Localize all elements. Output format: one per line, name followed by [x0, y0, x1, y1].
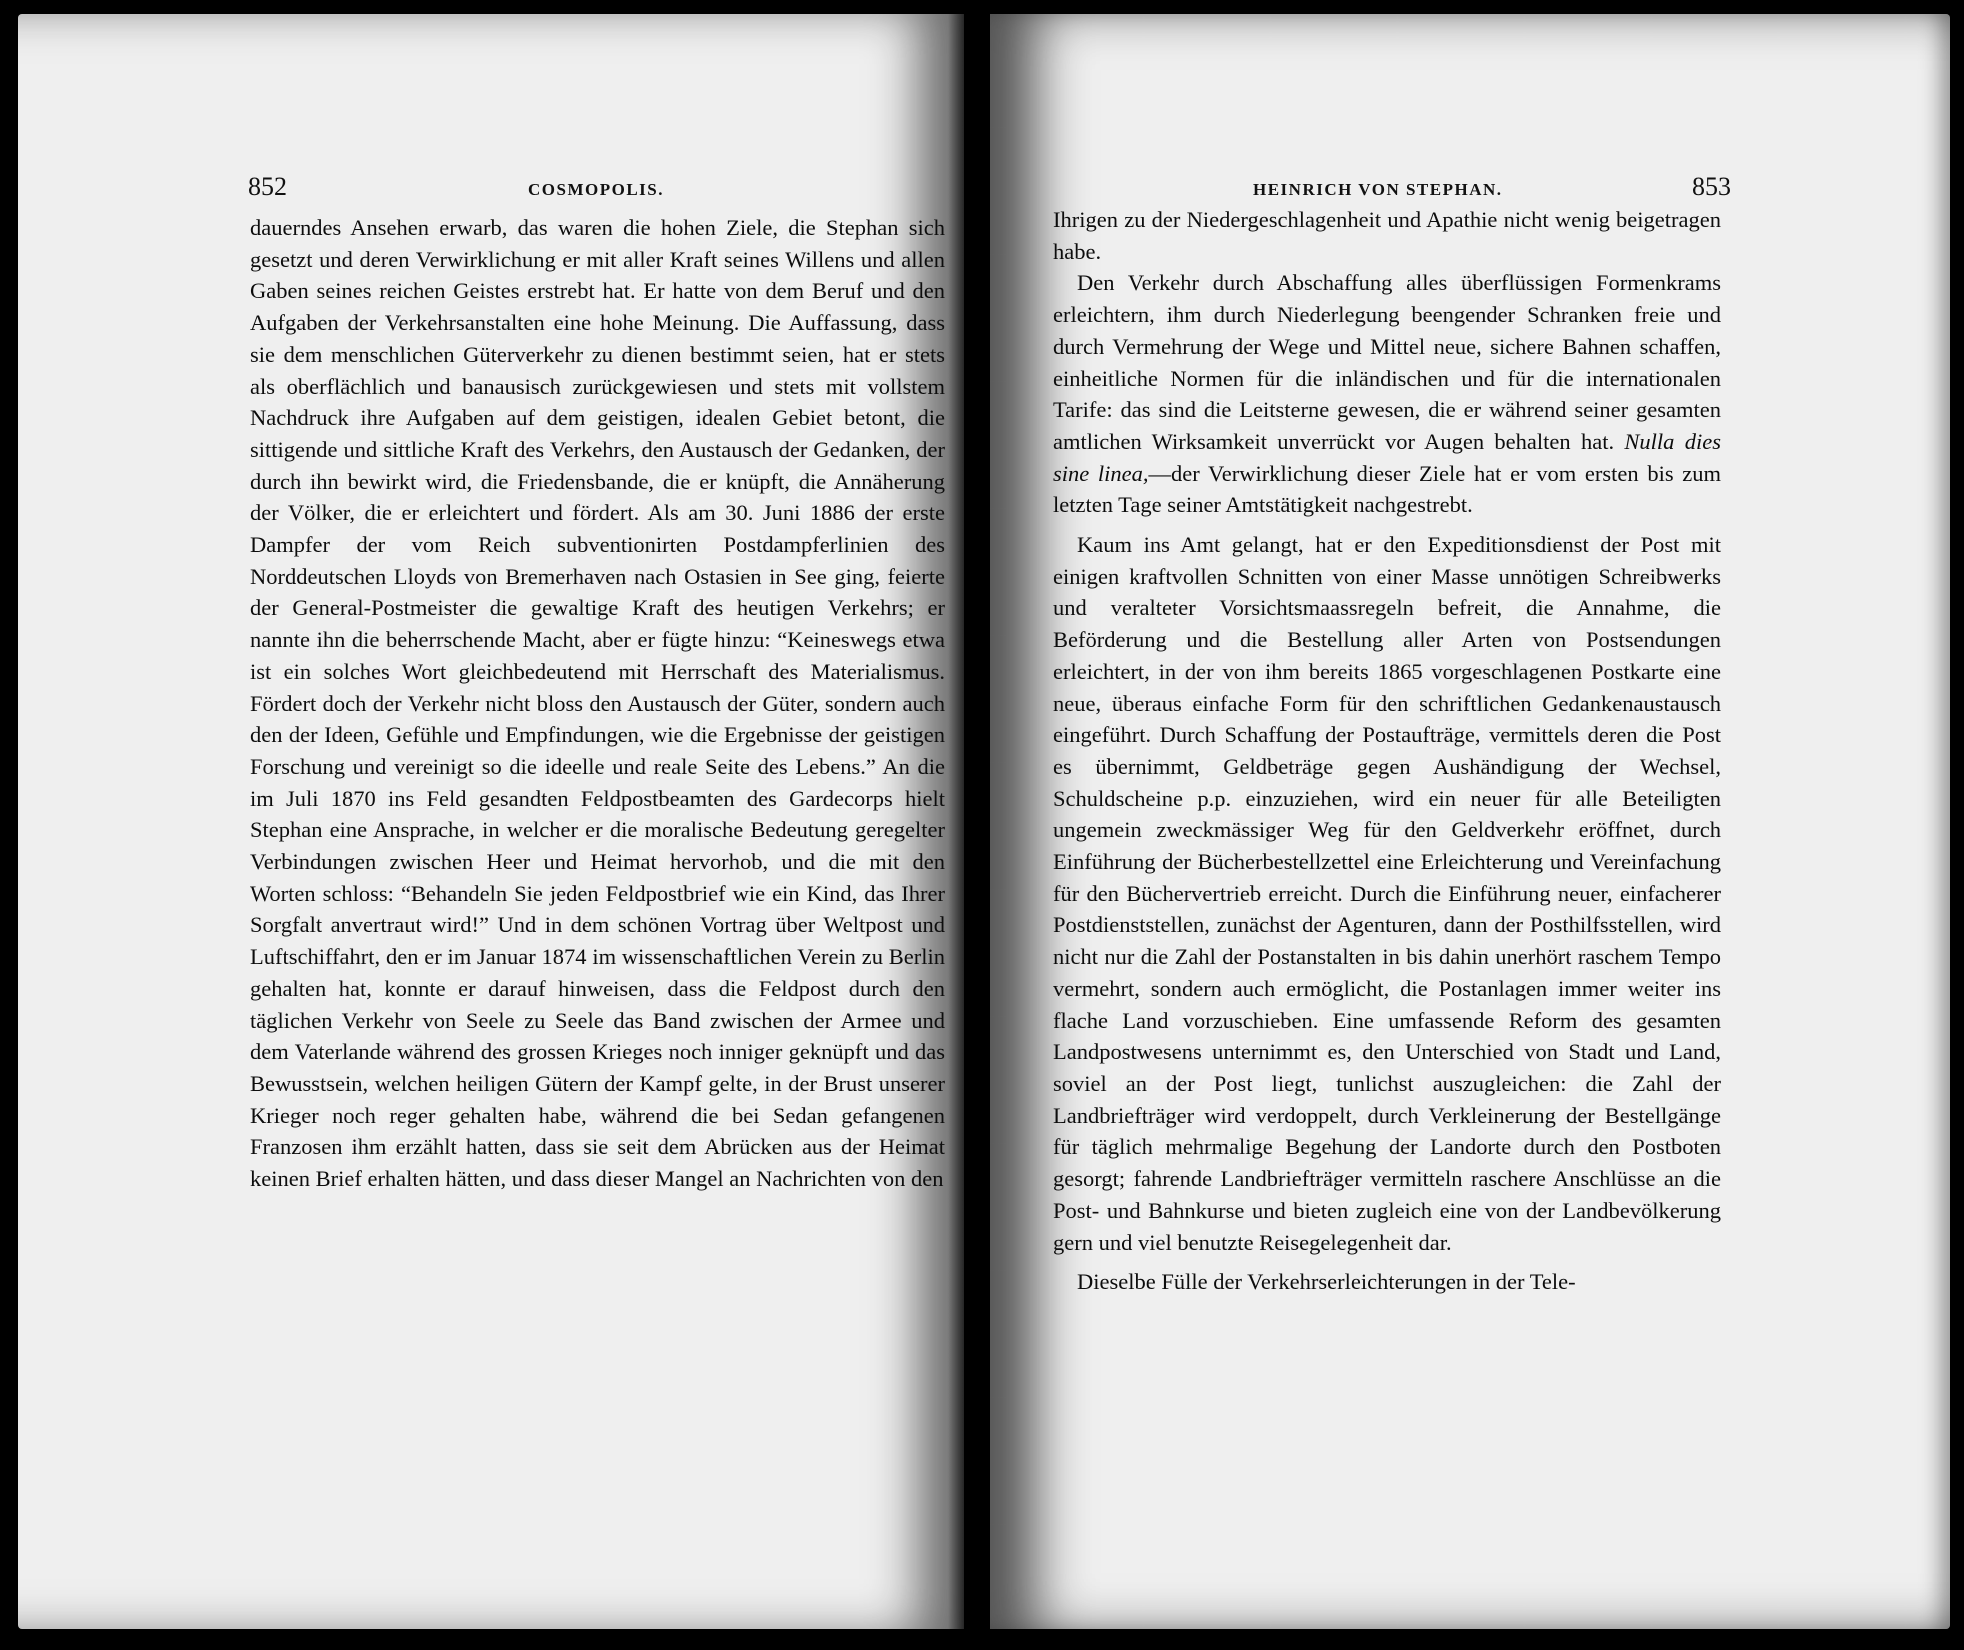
right-text-block: [1053, 204, 1721, 1298]
left-running-head: COSMOPOLIS.: [528, 180, 664, 199]
right-paragraph-2-text: Den Verkehr durch Abschaffung alles überflüssigen Formenkrams erleichtern, ihm durch Niederlegung beengender Schranken freie und durch Vermehrung der Wege und Mittel neue, sichere Bahnen schaffen, einheitliche Normen für die inländischen und für die internationalen Tarife: das sind die Leitsterne gewesen, die er während seiner gesamten amtlichen Wirksamkeit unverrückt vor Augen behalten hat.: [1053, 270, 1721, 454]
right-paragraph-2: [1053, 267, 1721, 521]
right-running-head: HEINRICH VON STEPHAN.: [1253, 180, 1503, 199]
latin-continuation: —der Verwirklichung dieser Ziele hat er vom ersten bis zum letzten Tage seiner Amtstätigkeit nachgestrebt.: [1053, 460, 1721, 518]
right-paragraph-3: Kaum ins Amt gelangt, hat er den Expeditionsdienst der Post mit einigen kraftvollen Schnitten von einer Masse unnötigen Schreibwerks und veralteter Vorsichtsmaassregeln befreit, die Annahme, die Beförderung und die Bestellung aller Arten von Postsendungen erleichtert, in der von ihm bereits 1865 vorgeschlagenen Postkarte eine neue, überaus einfache Form für den schriftlichen Gedankenaustausch eingeführt. Durch Schaffung der Postaufträge, vermittels deren die Post es übernimmt, Geldbeträge gegen Aushändigung der Wechsel, Schuldscheine p.p. einzuziehen, wird ein neuer für alle Beteiligten ungemein zweckmässiger Weg für den Geldverkehr eröffnet, durch Einführung der Bücherbestellzettel eine Erleichterung und Vereinfachung für den Büchervertrieb erreicht. Durch die Einführung neuer, einfacherer Postdienststellen, zunächst der Agenturen, dann der Posthilfsstellen, wird nicht nur die Zahl der Postanstalten in bis dahin unerhört raschem Tempo vermehrt, sondern auch ermöglicht, die Postanlagen immer weiter ins flache Land vorzuschieben. Eine umfassende Reform des gesamten Landpostwesens unternimmt es, den Unterschied von Stadt und Land, soviel an der Post liegt, tunlichst auszugleichen: die Zahl der Landbriefträger wird verdoppelt, durch Verkleinerung der Bestellgänge für täglich mehrmalige Begehung der Landorte durch den Postboten gesorgt; fahrende Landbriefträger vermitteln raschere Anschlüsse an die Post- und Bahnkurse und bieten zugleich eine von der Landbevölkerung gern und viel benutzte Reisegelegenheit dar.: [1053, 532, 1721, 1255]
latin-phrase: Nulla dies sine linea,: [1053, 428, 1721, 486]
right-paragraph-1: Ihrigen zu der Niedergeschlagenheit und Apathie nicht wenig beigetragen habe.: [1053, 207, 1721, 264]
left-text-block: [250, 212, 945, 1195]
right-page-number: 853: [1692, 172, 1731, 201]
left-paragraph-1: dauerndes Ansehen erwarb, das waren die hohen Ziele, die Stephan sich gesetzt und deren Verwirklichung er mit aller Kraft seines Willens und allen Gaben seines reichen Geistes erstrebt hat. Er hatte von dem Beruf und den Aufgaben der Verkehrsanstalten eine hohe Meinung. Die Auffassung, dass sie dem menschlichen Güterverkehr zu dienen bestimmt seien, hat er stets als oberflächlich und banausisch zurückgewiesen und stets mit vollstem Nachdruck ihre Aufgaben auf dem geistigen, idealen Gebiet betont, die sittigende und sittliche Kraft des Verkehrs, den Austausch der Gedanken, der durch ihn bewirkt wird, die Friedensbande, die er knüpft, die Annäherung der Völker, die er erleichtert und fördert. Als am 30. Juni 1886 der erste Dampfer der vom Reich subventionirten Postdampferlinien des Norddeutschen Lloyds von Bremerhaven nach Ostasien in See ging, feierte der General-Postmeister die gewaltige Kraft des heutigen Verkehrs; er nannte ihn die beherrschende Macht, aber er fügte hinzu: “Keineswegs etwa ist ein solches Wort gleichbedeutend mit Herrschaft des Materialismus. Fördert doch der Verkehr nicht bloss den Austausch der Güter, sondern auch den der Ideen, Gefühle und Empfindungen, wie die Ergebnisse der geistigen Forschung und vereinigt so die ideelle und reale Seite des Lebens.” An die im Juli 1870 ins Feld gesandten Feldpostbeamten des Gardecorps hielt Stephan eine Ansprache, in welcher er die moralische Bedeutung geregelter Verbindungen zwischen Heer und Heimat hervorhob, und die mit den Worten schloss: “Behandeln Sie jeden Feldpostbrief wie ein Kind, das Ihrer Sorgfalt anvertraut wird!” Und in dem schönen Vortrag über Weltpost und Luftschiffahrt, den er im Januar 1874 im wissenschaftlichen Verein zu Berlin gehalten hat, konnte er darauf hinweisen, dass die Feldpost durch den täglichen Verkehr von Seele zu Seele das Band zwischen der Armee und dem Vaterlande während des grossen Krieges noch inniger geknüpft und das Bewusstsein, welchen heiligen Gütern der Kampf gelte, in der Brust unserer Krieger noch reger gehalten habe, während die bei Sedan gefangenen Franzosen ihm erzählt hatten, dass sie seit dem Abrücken aus der Heimat keinen Brief erhalten hätten, und dass dieser Mangel an Nachrichten von den: [250, 215, 945, 1192]
right-page: [990, 14, 1950, 1629]
left-page: [18, 14, 964, 1629]
right-paragraph-4: Dieselbe Fülle der Verkehrserleichterungen in der Tele-: [1077, 1269, 1576, 1295]
left-page-number: 852: [248, 172, 287, 201]
